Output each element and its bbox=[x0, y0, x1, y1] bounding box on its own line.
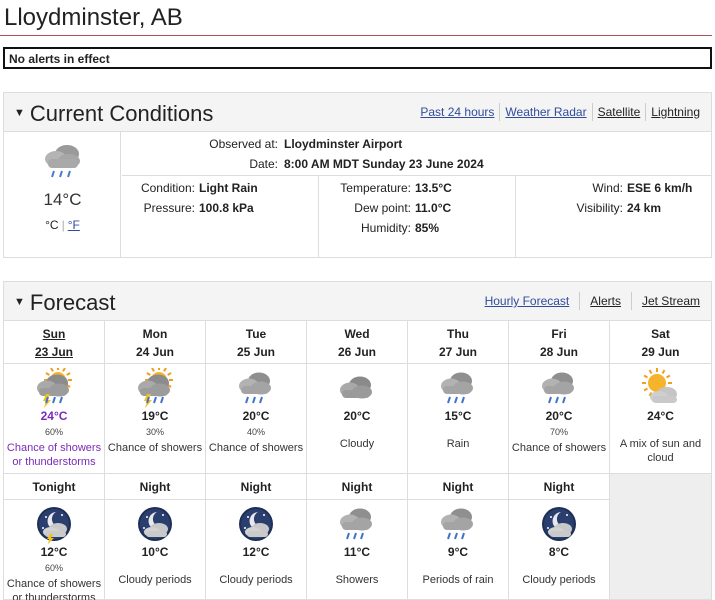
humidity-value: 85% bbox=[415, 221, 440, 235]
moon-cloud-icon bbox=[234, 504, 278, 544]
collapse-triangle-icon: ▼ bbox=[14, 296, 25, 309]
forecast-summary: Chance of showers bbox=[208, 442, 304, 454]
forecast-summary: Chance of showers or thunderstorms bbox=[6, 442, 102, 468]
forecast-grid bbox=[3, 321, 712, 600]
current-temperature: 14°C bbox=[43, 190, 82, 209]
sun-thunder-rain-icon bbox=[32, 368, 76, 408]
visibility-label: Visibility: bbox=[576, 201, 623, 215]
condition-value: Light Rain bbox=[199, 181, 258, 195]
past-24-hours-link[interactable]: Past 24 hours bbox=[420, 105, 495, 119]
forecast-summary: Cloudy bbox=[339, 438, 375, 450]
satellite-link[interactable]: Satellite bbox=[592, 103, 646, 121]
forecast-title: Forecast bbox=[29, 290, 116, 315]
day-date: 27 Jun bbox=[438, 345, 477, 359]
condition-row bbox=[122, 181, 258, 195]
day-name: Thu bbox=[447, 327, 469, 341]
precip-probability: 30% bbox=[145, 427, 164, 437]
night-name: Night bbox=[240, 480, 272, 494]
forecast-day-cell bbox=[206, 364, 307, 474]
forecast-day-header[interactable] bbox=[105, 321, 206, 364]
observation-details bbox=[122, 176, 712, 257]
forecast-summary: Chance of showers or thunderstorms bbox=[6, 578, 102, 600]
date-value: 8:00 AM MDT Sunday 23 June 2024 bbox=[284, 157, 484, 171]
day-name: Mon bbox=[142, 327, 168, 341]
forecast-day-header[interactable] bbox=[4, 321, 105, 364]
forecast-night-cell bbox=[4, 500, 105, 600]
jet-stream-link[interactable]: Jet Stream bbox=[631, 292, 705, 310]
forecast-low-temp: 12°C bbox=[40, 545, 68, 559]
dewpoint-label: Dew point: bbox=[354, 201, 411, 215]
forecast-day-cell bbox=[307, 364, 408, 474]
night-name: Tonight bbox=[32, 480, 76, 494]
day-date: 25 Jun bbox=[236, 345, 275, 359]
forecast-night-header bbox=[206, 474, 307, 500]
day-date: 28 Jun bbox=[539, 345, 578, 359]
forecast-high-temp: 19°C bbox=[141, 409, 169, 423]
forecast-night-header bbox=[408, 474, 509, 500]
forecast-night-header bbox=[4, 474, 105, 500]
rain-cloud-icon bbox=[40, 142, 84, 182]
precip-probability: 40% bbox=[246, 427, 265, 437]
day-date: 29 Jun bbox=[641, 345, 680, 359]
forecast-day-cell bbox=[408, 364, 509, 474]
dewpoint-row bbox=[319, 201, 451, 215]
forecast-low-temp: 12°C bbox=[242, 545, 270, 559]
rain-cloud-icon bbox=[234, 368, 278, 408]
forecast-day-cell bbox=[105, 364, 206, 474]
day-name: Wed bbox=[344, 327, 370, 341]
rain-cloud-icon bbox=[537, 368, 581, 408]
alerts-link[interactable]: Alerts bbox=[579, 292, 631, 310]
current-conditions-links bbox=[415, 103, 705, 121]
details-col-3 bbox=[517, 176, 711, 257]
day-name: Tue bbox=[245, 327, 267, 341]
forecast-day-cell bbox=[4, 364, 105, 474]
rain-cloud-icon bbox=[335, 504, 379, 544]
current-conditions-title: Current Conditions bbox=[29, 101, 214, 126]
humidity-row bbox=[319, 221, 439, 235]
current-conditions-toggle[interactable] bbox=[14, 101, 213, 127]
page-title: Lloydminster, AB bbox=[4, 4, 183, 31]
dewpoint-value: 11.0°C bbox=[415, 201, 452, 215]
forecast-day-header[interactable] bbox=[610, 321, 712, 364]
rain-cloud-icon bbox=[436, 504, 480, 544]
forecast-day-cell bbox=[509, 364, 610, 474]
night-name: Night bbox=[341, 480, 373, 494]
sun-thunder-rain-icon bbox=[133, 368, 177, 408]
temperature-label: Temperature: bbox=[340, 181, 411, 195]
day-date: 24 Jun bbox=[135, 345, 174, 359]
lightning-link[interactable]: Lightning bbox=[645, 103, 705, 121]
night-name: Night bbox=[139, 480, 171, 494]
forecast-high-temp: 20°C bbox=[545, 409, 573, 423]
day-name: Sun bbox=[42, 327, 66, 341]
forecast-night-cell bbox=[408, 500, 509, 600]
wind-label: Wind: bbox=[592, 181, 623, 195]
forecast-night-cell bbox=[509, 500, 610, 600]
forecast-summary: Cloudy periods bbox=[118, 574, 192, 586]
forecast-high-temp: 24°C bbox=[647, 409, 674, 423]
forecast-low-temp: 9°C bbox=[447, 545, 469, 559]
forecast-summary: Rain bbox=[446, 438, 470, 450]
forecast-summary: Chance of showers bbox=[511, 442, 607, 454]
humidity-label: Humidity: bbox=[360, 221, 411, 235]
forecast-toggle[interactable] bbox=[14, 290, 115, 316]
condition-label: Condition: bbox=[140, 181, 195, 195]
day-date: 23 Jun bbox=[34, 345, 73, 359]
wind-row bbox=[517, 181, 692, 195]
moon-cloud-icon bbox=[133, 504, 177, 544]
current-summary bbox=[4, 132, 121, 257]
night-name: Night bbox=[543, 480, 575, 494]
forecast-night-cell bbox=[206, 500, 307, 600]
temperature-value: 13.5°C bbox=[415, 181, 452, 195]
current-conditions-header bbox=[3, 92, 712, 132]
forecast-header bbox=[3, 281, 712, 321]
precip-probability: 60% bbox=[44, 563, 63, 573]
empty-night-cell bbox=[610, 474, 712, 600]
forecast-day-header[interactable] bbox=[206, 321, 307, 364]
forecast-day-header[interactable] bbox=[408, 321, 509, 364]
weather-radar-link[interactable]: Weather Radar bbox=[499, 103, 591, 121]
visibility-row bbox=[517, 201, 661, 215]
observed-at-label: Observed at: bbox=[209, 137, 278, 151]
alerts-banner: No alerts in effect bbox=[3, 47, 712, 69]
forecast-night-cell bbox=[105, 500, 206, 600]
pressure-row bbox=[122, 201, 254, 215]
forecast-summary: Cloudy periods bbox=[522, 574, 596, 586]
rain-cloud-icon bbox=[436, 368, 480, 408]
forecast-day-header[interactable] bbox=[307, 321, 408, 364]
forecast-summary: A mix of sun and cloud bbox=[619, 438, 702, 464]
forecast-summary: Periods of rain bbox=[422, 574, 494, 586]
day-date: 26 Jun bbox=[337, 345, 376, 359]
cloud-icon bbox=[335, 368, 379, 408]
precip-probability: 60% bbox=[44, 427, 63, 437]
date-label: Date: bbox=[249, 157, 278, 171]
day-name: Sat bbox=[651, 327, 670, 341]
title-divider bbox=[0, 35, 712, 36]
observation-info bbox=[122, 132, 712, 176]
sun-cloud-icon bbox=[639, 368, 683, 408]
collapse-triangle-icon: ▼ bbox=[14, 107, 25, 120]
details-col-1 bbox=[122, 176, 318, 257]
fahrenheit-unit-link[interactable]: °F bbox=[67, 218, 80, 232]
forecast-night-header bbox=[307, 474, 408, 500]
observed-at-row bbox=[122, 137, 402, 151]
details-col-2 bbox=[318, 176, 516, 257]
forecast-high-temp: 20°C bbox=[343, 409, 371, 423]
forecast-high-temp: 24°C bbox=[40, 409, 68, 423]
moon-thunder-icon bbox=[32, 504, 76, 544]
forecast-low-temp: 11°C bbox=[343, 545, 371, 559]
wind-value: ESE 6 km/h bbox=[627, 181, 693, 195]
forecast-links bbox=[480, 292, 705, 310]
temperature-row bbox=[319, 181, 452, 195]
forecast-low-temp: 10°C bbox=[141, 545, 169, 559]
forecast-high-temp: 15°C bbox=[444, 409, 472, 423]
forecast-day-cell bbox=[610, 364, 712, 474]
forecast-night-header bbox=[105, 474, 206, 500]
date-row bbox=[122, 157, 484, 171]
pressure-label: Pressure: bbox=[143, 201, 195, 215]
forecast-summary: Showers bbox=[335, 574, 379, 586]
forecast-summary: Chance of showers bbox=[107, 442, 203, 454]
forecast-day-header[interactable] bbox=[509, 321, 610, 364]
day-name: Fri bbox=[551, 327, 567, 341]
moon-cloud-icon bbox=[537, 504, 581, 544]
current-conditions-panel bbox=[3, 132, 712, 258]
forecast-low-temp: 8°C bbox=[548, 545, 570, 559]
celsius-unit[interactable]: °C bbox=[45, 218, 59, 232]
precip-probability: 70% bbox=[549, 427, 568, 437]
hourly-forecast-link[interactable]: Hourly Forecast bbox=[484, 294, 570, 308]
forecast-night-header bbox=[509, 474, 610, 500]
night-name: Night bbox=[442, 480, 474, 494]
forecast-high-temp: 20°C bbox=[242, 409, 270, 423]
visibility-value: 24 km bbox=[627, 201, 662, 215]
unit-switcher: °C | °F bbox=[45, 218, 80, 232]
pressure-value: 100.8 kPa bbox=[199, 201, 254, 215]
forecast-summary: Cloudy periods bbox=[219, 574, 293, 586]
observed-at-value: Lloydminster Airport bbox=[284, 137, 403, 151]
forecast-night-cell bbox=[307, 500, 408, 600]
